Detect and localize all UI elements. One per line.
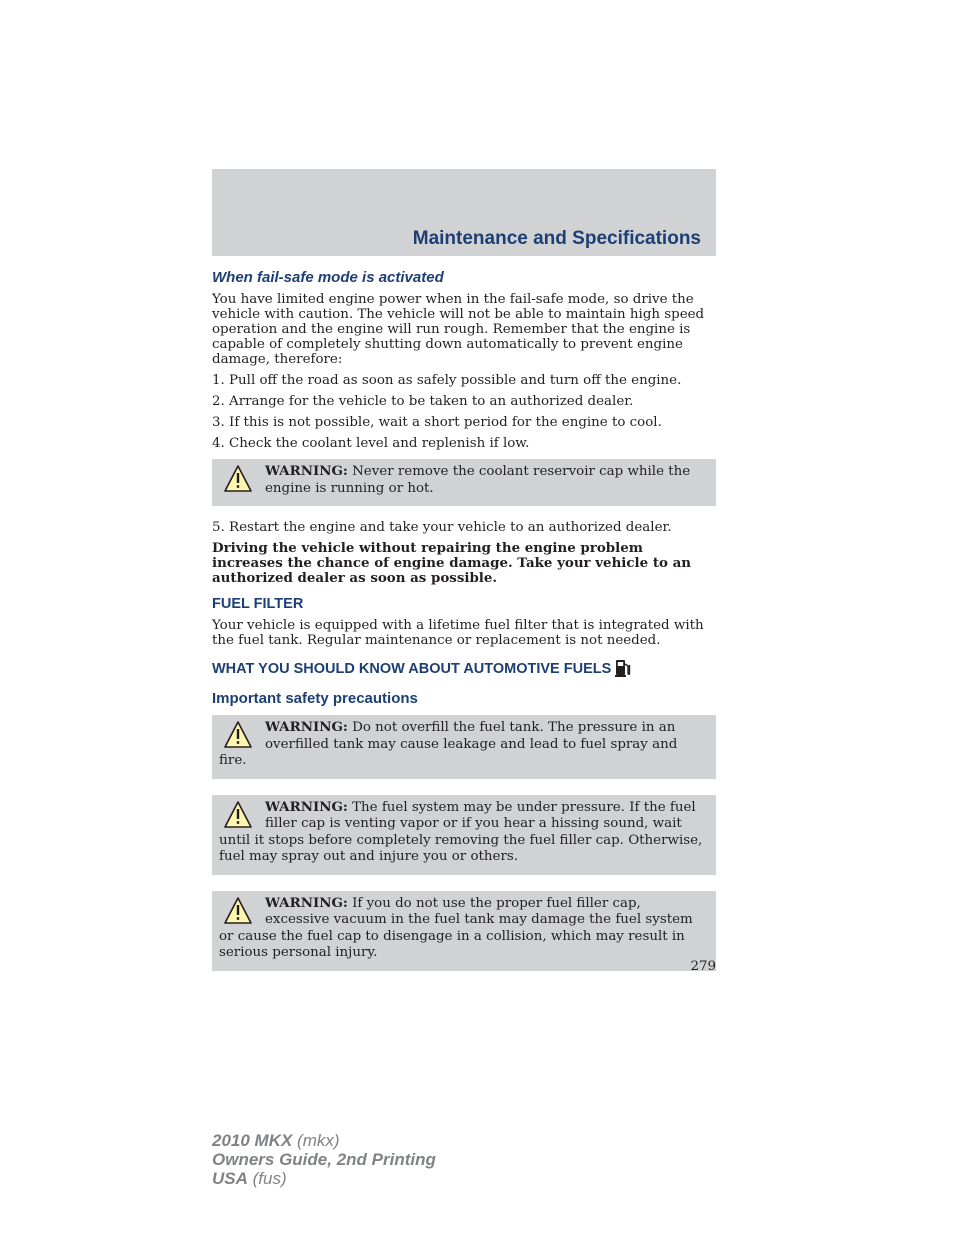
warning-text: Never remove the coolant reservoir cap while the engine is running or hot. <box>265 464 691 496</box>
warning-text: If you do not use the proper fuel filler cap, excessive vacuum in the fuel tank may damage the fuel system or cause the fuel cap to disengage in a collision, which may result in serious personal injury. <box>219 895 693 960</box>
failsafe-bold-note: Driving the vehicle without repairing the engine problem increases the chance of engine damage. Take your vehicle to an authorized dealer as soon as possible. <box>212 540 692 586</box>
warning-box-pressure <box>212 795 716 875</box>
warning-box-filler-cap <box>212 891 716 971</box>
fuel-filter-text: Your vehicle is equipped with a lifetime fuel filter that is integrated with the fuel tank. Regular maintenance or replacement is not needed. <box>212 618 704 648</box>
failsafe-intro: You have limited engine power when in the fail-safe mode, so drive the vehicle with caution. The vehicle will not be able to maintain high speed operation and the engine will run rough. Remember that the engine is capable of completely shutting down automatically to prevent engine damage, therefore: <box>212 292 705 367</box>
page-number: 279 <box>690 959 716 974</box>
failsafe-step-5: 5. Restart the engine and take your vehicle to an authorized dealer. <box>212 520 672 535</box>
failsafe-step-4: 4. Check the coolant level and replenish if low. <box>212 436 530 451</box>
warning-label: WARNING: <box>265 894 348 911</box>
fuel-filter-heading: FUEL FILTER <box>212 596 304 612</box>
page-content <box>212 268 716 971</box>
warning-triangle-icon <box>223 720 253 750</box>
warning-box-overfill <box>212 715 716 779</box>
safety-precautions-heading: Important safety precautions <box>212 690 418 707</box>
warning-triangle-icon <box>223 800 253 830</box>
warning-label: WARNING: <box>265 719 348 735</box>
warning-triangle-icon <box>223 896 253 926</box>
footer-line-market: USA (fus) <box>212 1169 287 1188</box>
warning-label: WARNING: <box>265 798 348 815</box>
footer-line-edition: Owners Guide, 2nd Printing <box>212 1150 436 1169</box>
warning-label: WARNING: <box>265 463 348 479</box>
warning-box-coolant <box>212 459 716 506</box>
failsafe-step-3: 3. If this is not possible, wait a short period for the engine to cool. <box>212 415 662 430</box>
failsafe-step-1: 1. Pull off the road as soon as safely possible and turn off the engine. <box>212 373 682 388</box>
warning-text: Do not overfill the fuel tank. The pressure in an overfilled tank may cause leakage and lead to fuel spray and fire. <box>219 720 678 768</box>
warning-text: The fuel system may be under pressure. If the fuel filler cap is venting vapor or if you hear a hissing sound, wait until it stops before completely removing the fuel filler cap. Otherwise, fuel may spray out and injure you or others. <box>219 799 703 864</box>
section-title: Maintenance and Specifications <box>412 228 701 249</box>
fuels-heading <box>212 658 716 679</box>
fuel-pump-icon <box>615 658 631 677</box>
footer-line-model: 2010 MKX (mkx) <box>212 1131 340 1150</box>
failsafe-step-2: 2. Arrange for the vehicle to be taken to an authorized dealer. <box>212 394 634 409</box>
failsafe-heading: When fail-safe mode is activated <box>212 269 444 286</box>
document-footer <box>212 1131 436 1188</box>
section-header-bar <box>212 169 716 256</box>
warning-triangle-icon <box>223 464 253 494</box>
fuels-heading-text: WHAT YOU SHOULD KNOW ABOUT AUTOMOTIVE FUELS <box>212 661 612 677</box>
